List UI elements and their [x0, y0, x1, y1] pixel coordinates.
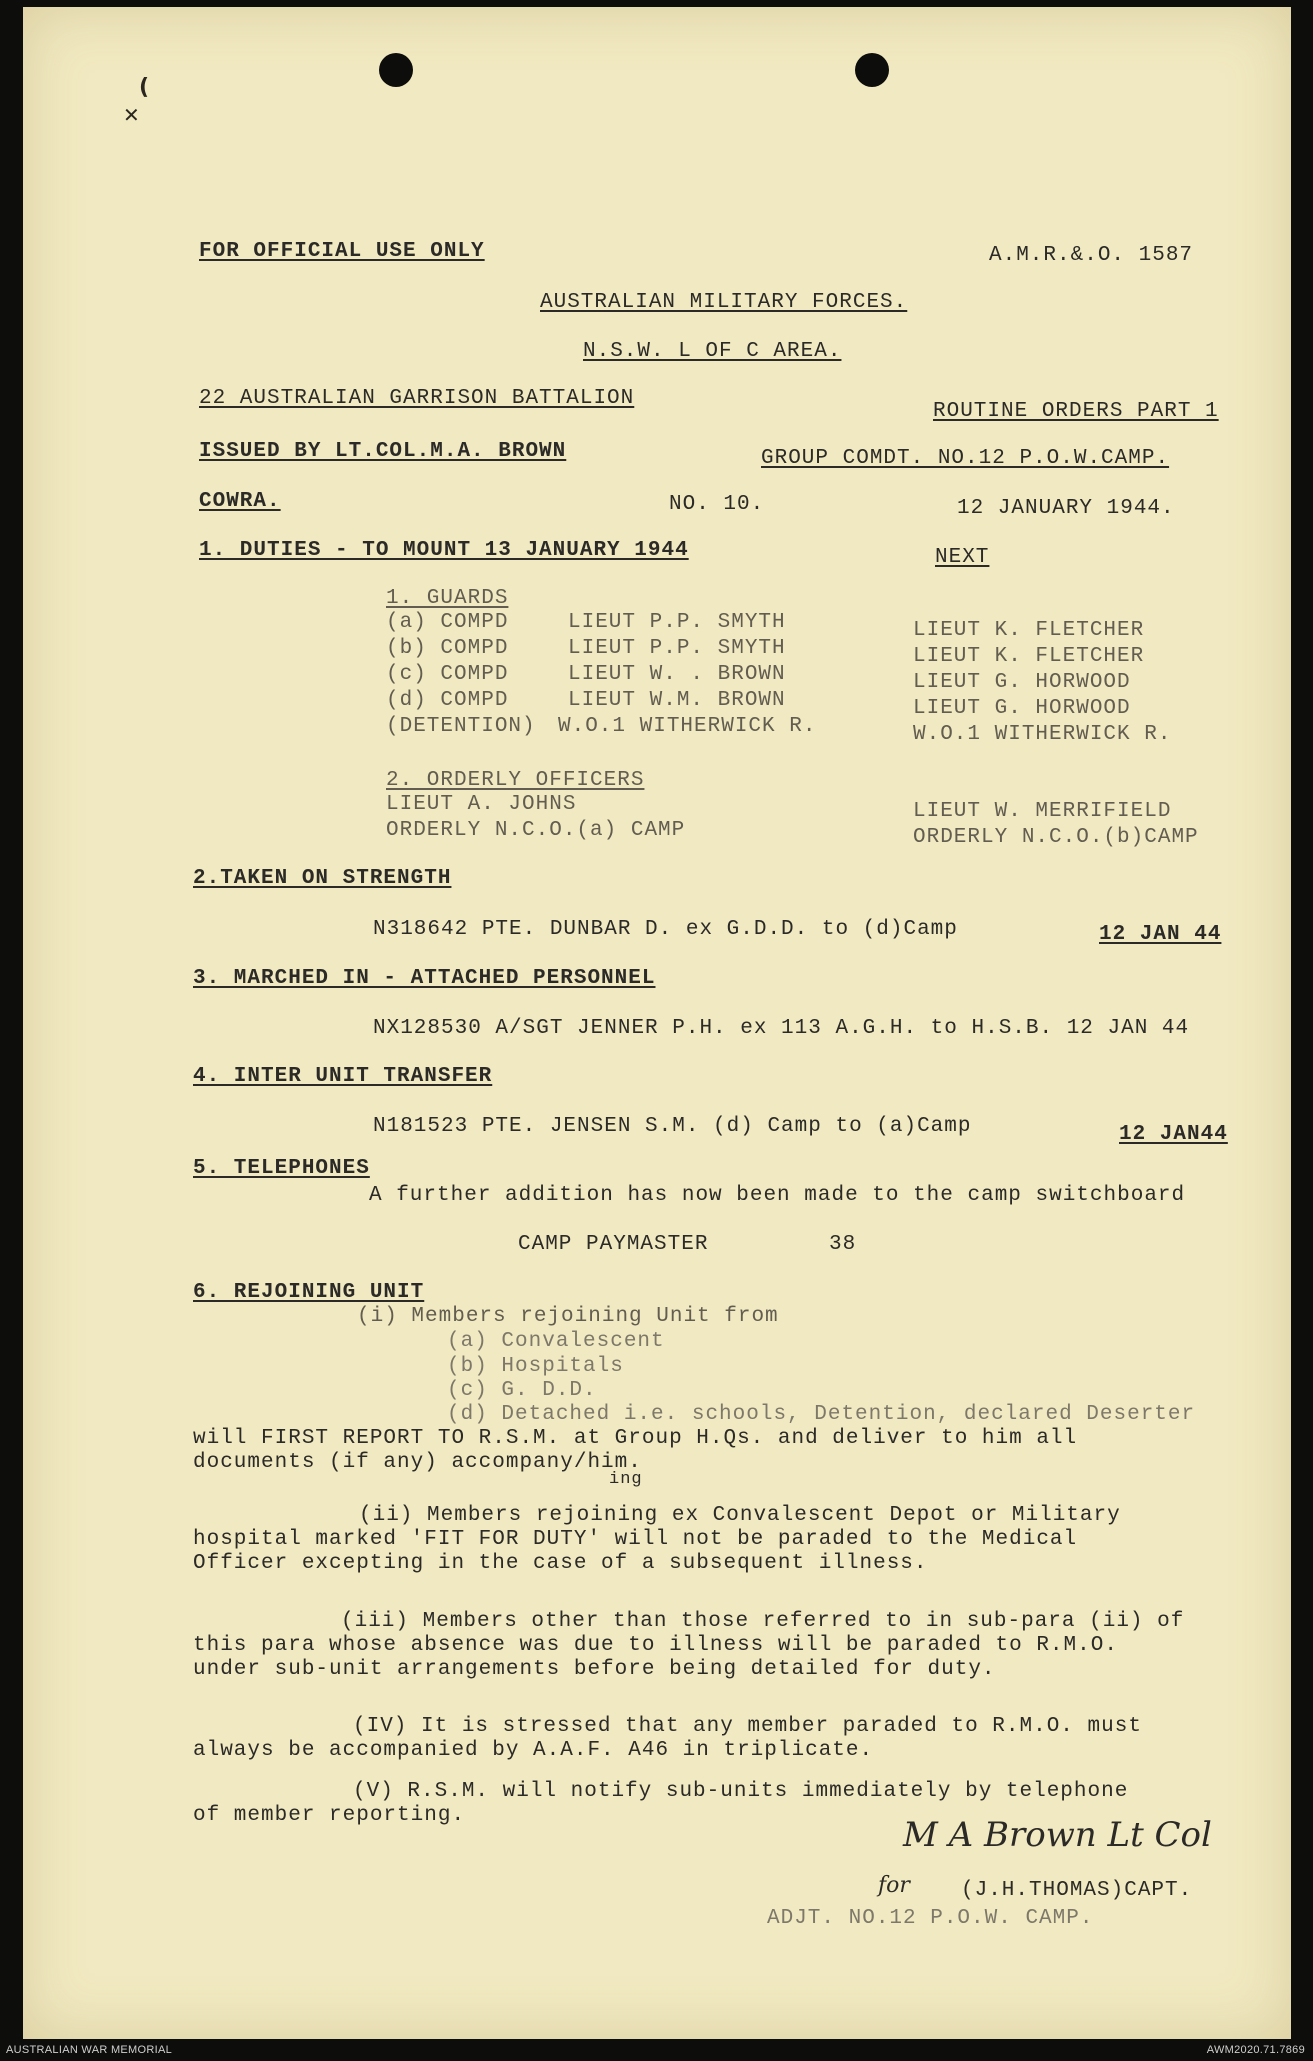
guard-officer: LIEUT W.M. BROWN	[568, 689, 786, 712]
telephone-extension: 38	[829, 1233, 857, 1256]
signatory-name: (J.H.THOMAS)CAPT.	[961, 1879, 1193, 1902]
section-marched-in-title: 3. MARCHED IN - ATTACHED PERSONNEL	[193, 967, 656, 990]
guard-key: (d) COMPD	[386, 689, 509, 712]
group-commandant: GROUP COMDT. NO.12 P.O.W.CAMP.	[761, 447, 1170, 470]
section-inter-unit-transfer-title: 4. INTER UNIT TRANSFER	[193, 1065, 493, 1088]
section-telephones-title: 5. TELEPHONES	[193, 1157, 370, 1180]
punch-hole	[379, 53, 413, 87]
guard-officer: LIEUT P.P. SMYTH	[568, 611, 786, 634]
rejoining-subpara-i: (i) Members rejoining Unit from	[357, 1305, 779, 1328]
signatory-appointment: ADJT. NO.12 P.O.W. CAMP.	[767, 1907, 1094, 1930]
telephone-entry: CAMP PAYMASTER	[518, 1233, 709, 1256]
guard-officer: LIEUT W. . BROWN	[568, 663, 786, 686]
classification: FOR OFFICIAL USE ONLY	[199, 240, 485, 263]
location: COWRA.	[199, 490, 281, 513]
subpara-v-text: (V) R.S.M. will notify sub-units immediately by telephone	[353, 1780, 1129, 1803]
signed-for-note: for	[878, 1873, 910, 1898]
taken-on-strength-date: 12 JAN 44	[1099, 923, 1222, 946]
document-page	[23, 7, 1291, 2039]
footer-accession-number: AWM2020.71.7869	[1206, 2044, 1305, 2056]
subpara-v-text: of member reporting.	[193, 1804, 466, 1827]
guard-next-officer: LIEUT K. FLETCHER	[913, 645, 1145, 668]
issued-by: ISSUED BY LT.COL.M.A. BROWN	[199, 440, 567, 463]
marched-in-entry: NX128530 A/SGT JENNER P.H. ex 113 A.G.H. to H.S.B. 12 JAN 44	[373, 1017, 1190, 1040]
rejoining-item: (c) G. D.D.	[447, 1379, 597, 1402]
subpara-ii-text: Officer excepting in the case of a subsequent illness.	[193, 1552, 928, 1575]
subpara-iv-text: (IV) It is stressed that any member paraded to R.M.O. must	[353, 1715, 1142, 1738]
guards-heading: 1. GUARDS	[386, 587, 509, 610]
punch-hole	[855, 53, 889, 87]
guard-key: (b) COMPD	[386, 637, 509, 660]
order-date: 12 JANUARY 1944.	[957, 497, 1175, 520]
organisation-title: AUSTRALIAN MILITARY FORCES.	[540, 291, 908, 314]
guard-next-officer: LIEUT G. HORWOOD	[913, 671, 1131, 694]
guard-key: (DETENTION)	[386, 715, 536, 738]
guard-officer: W.O.1 WITHERWICK R.	[558, 715, 817, 738]
battalion-title: 22 AUSTRALIAN GARRISON BATTALION	[199, 387, 635, 410]
subpara-iv-text: always be accompanied by A.A.F. A46 in triplicate.	[193, 1739, 874, 1762]
inter-unit-transfer-date: 12 JAN44	[1119, 1123, 1228, 1146]
taken-on-strength-entry: N318642 PTE. DUNBAR D. ex G.D.D. to (d)Camp	[373, 918, 958, 941]
section-taken-on-strength-title: 2.TAKEN ON STRENGTH	[193, 867, 452, 890]
rejoining-text: documents (if any) accompany/him.	[193, 1451, 642, 1474]
area-title: N.S.W. L OF C AREA.	[583, 340, 842, 363]
rejoining-item: (d) Detached i.e. schools, Detention, declared Deserter	[447, 1403, 1196, 1426]
order-part: ROUTINE ORDERS PART 1	[933, 400, 1219, 423]
subpara-iii-text: under sub-unit arrangements before being detailed for duty.	[193, 1658, 996, 1681]
orderly-officers-heading: 2. ORDERLY OFFICERS	[386, 769, 645, 792]
telephones-text: A further addition has now been made to the camp switchboard	[369, 1184, 1186, 1207]
rejoining-item: (b) Hospitals	[447, 1355, 624, 1378]
footer-institution: AUSTRALIAN WAR MEMORIAL	[6, 2044, 173, 2056]
subpara-ii-text: (ii) Members rejoining ex Convalescent Depot or Military	[359, 1504, 1121, 1527]
rejoining-text: will FIRST REPORT TO R.S.M. at Group H.Qs. and deliver to him all	[193, 1427, 1078, 1450]
inter-unit-transfer-entry: N181523 PTE. JENSEN S.M. (d) Camp to (a)Camp	[373, 1115, 972, 1138]
guard-next-officer: LIEUT K. FLETCHER	[913, 619, 1145, 642]
orderly-officer: LIEUT A. JOHNS	[386, 793, 577, 816]
subpara-ii-text: hospital marked 'FIT FOR DUTY' will not be paraded to the Medical	[193, 1528, 1078, 1551]
next-column-heading: NEXT	[935, 546, 990, 569]
document-reference: A.M.R.&.O. 1587	[989, 244, 1194, 267]
margin-mark: ✕	[123, 103, 140, 127]
subpara-iii-text: this para whose absence was due to illness will be paraded to R.M.O.	[193, 1634, 1118, 1657]
guard-officer: LIEUT P.P. SMYTH	[568, 637, 786, 660]
orderly-nco: ORDERLY N.C.O.(a) CAMP	[386, 819, 686, 842]
orderly-nco-next: ORDERLY N.C.O.(b)CAMP	[913, 826, 1199, 849]
section-duties-title: 1. DUTIES - TO MOUNT 13 JANUARY 1944	[199, 539, 689, 562]
guard-key: (c) COMPD	[386, 663, 509, 686]
handwritten-correction: ing	[609, 1470, 643, 1489]
section-rejoining-unit-title: 6. REJOINING UNIT	[193, 1281, 425, 1304]
order-number: NO. 10.	[669, 493, 765, 516]
margin-mark: (	[139, 75, 150, 100]
guard-key: (a) COMPD	[386, 611, 509, 634]
guard-next-officer: W.O.1 WITHERWICK R.	[913, 723, 1172, 746]
handwritten-signature: M A Brown Lt Col	[903, 1815, 1212, 1855]
subpara-iii-text: (iii) Members other than those referred to in sub-para (ii) of	[341, 1610, 1185, 1633]
rejoining-item: (a) Convalescent	[447, 1330, 665, 1353]
guard-next-officer: LIEUT G. HORWOOD	[913, 697, 1131, 720]
orderly-officer-next: LIEUT W. MERRIFIELD	[913, 800, 1172, 823]
